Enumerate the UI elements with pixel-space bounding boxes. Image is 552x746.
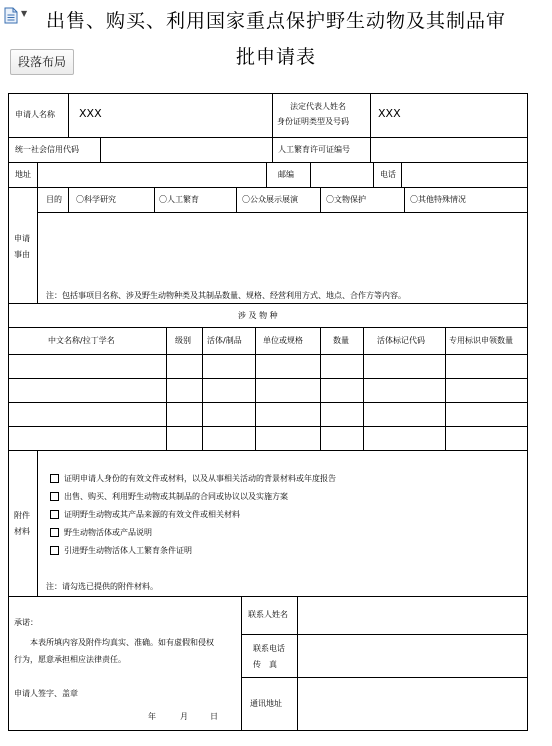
date-month-label: 月 [180,712,188,721]
attachment-item-contract: 出售、购买、利用野生动物或其制品的合同或协议以及实施方案 [64,492,288,501]
reason-label-2: 事由 [14,250,30,259]
phone-label: 电话 [380,170,396,179]
commitment-text-2: 行为，愿意承担相应法律责任。 [14,655,126,664]
purpose-label: 目的 [46,195,62,204]
col-header-mark-code: 活体标记代码 [377,336,425,345]
attachments-label-2: 材料 [14,527,30,536]
date-day-label: 日 [210,712,218,721]
commitment-heading: 承诺： [14,618,38,627]
purpose-option-exhibition[interactable]: 〇公众展示展演 [242,195,298,204]
reason-note: 注：包括事项目名称、涉及野生动物种类及其制品数量、规格、经营利用方式、地点、合作方等内容。 [46,291,406,300]
contact-phone-label: 联系电话 [253,644,285,653]
commitment-text-1: 本表所填内容及附件均真实、准确。如有虚假和侵权 [30,638,214,647]
reason-label-1: 申请 [14,234,30,243]
purpose-option-other[interactable]: 〇其他特殊情况 [410,195,466,204]
legal-rep-label: 法定代表人姓名 [290,102,346,111]
col-header-quantity: 数量 [333,336,349,345]
attachment-checkbox[interactable] [50,474,59,483]
attachment-item-breeding-conditions: 引进野生动物活体人工繁育条件证明 [64,546,192,555]
attachment-item-source: 证明野生动物或其产品来源的有效文件或相关材料 [64,510,240,519]
col-header-level: 级别 [175,336,191,345]
id-type-label: 身份证明类型及号码 [277,117,349,126]
applicant-name-label: 申请人名称 [15,110,55,119]
purpose-option-breeding[interactable]: 〇人工繁育 [159,195,199,204]
attachment-checkbox[interactable] [50,510,59,519]
applicant-name-value[interactable]: XXX [79,107,102,120]
attachments-label-1: 附件 [14,511,30,520]
chevron-down-icon[interactable]: ▼ [21,9,28,18]
fax-label: 传 真 [253,660,277,669]
credit-code-label: 统一社会信用代码 [15,145,79,154]
col-header-unit: 单位或规格 [263,336,303,345]
purpose-option-research[interactable]: 〇科学研究 [76,195,116,204]
col-header-label-quantity: 专用标识申领数量 [449,336,513,345]
address-label: 地址 [15,170,31,179]
species-section-title: 涉 及 物 种 [238,311,278,320]
contact-name-label: 联系人姓名 [248,610,288,619]
attachment-checkbox[interactable] [50,528,59,537]
col-header-type: 活体/制品 [207,336,242,345]
attachment-checkbox[interactable] [50,492,59,501]
attachment-item-identity: 证明申请人身份的有效文件或材料，以及从事相关活动的背景材料或年度报告 [64,474,336,483]
purpose-option-heritage[interactable]: 〇文物保护 [326,195,366,204]
form-title-line1: 出售、购买、利用国家重点保护野生动物及其制品审 [45,10,506,32]
attachments-note: 注：请勾选已提供的附件材料。 [46,582,158,591]
paragraph-layout-button[interactable]: 段落布局 [10,49,74,75]
date-year-label: 年 [148,712,156,721]
mail-address-label: 通讯地址 [250,699,282,708]
postcode-label: 邮编 [278,170,294,179]
col-header-name: 中文名称/拉丁学名 [48,336,115,345]
attachment-item-description: 野生动物活体或产品说明 [64,528,152,537]
breeding-permit-label: 人工繁育许可证编号 [278,145,350,154]
form-title-line2: 批申请表 [235,46,316,68]
legal-rep-value[interactable]: XXX [378,107,401,120]
attachment-checkbox[interactable] [50,546,59,555]
signature-label: 申请人签字、盖章 [14,689,78,698]
